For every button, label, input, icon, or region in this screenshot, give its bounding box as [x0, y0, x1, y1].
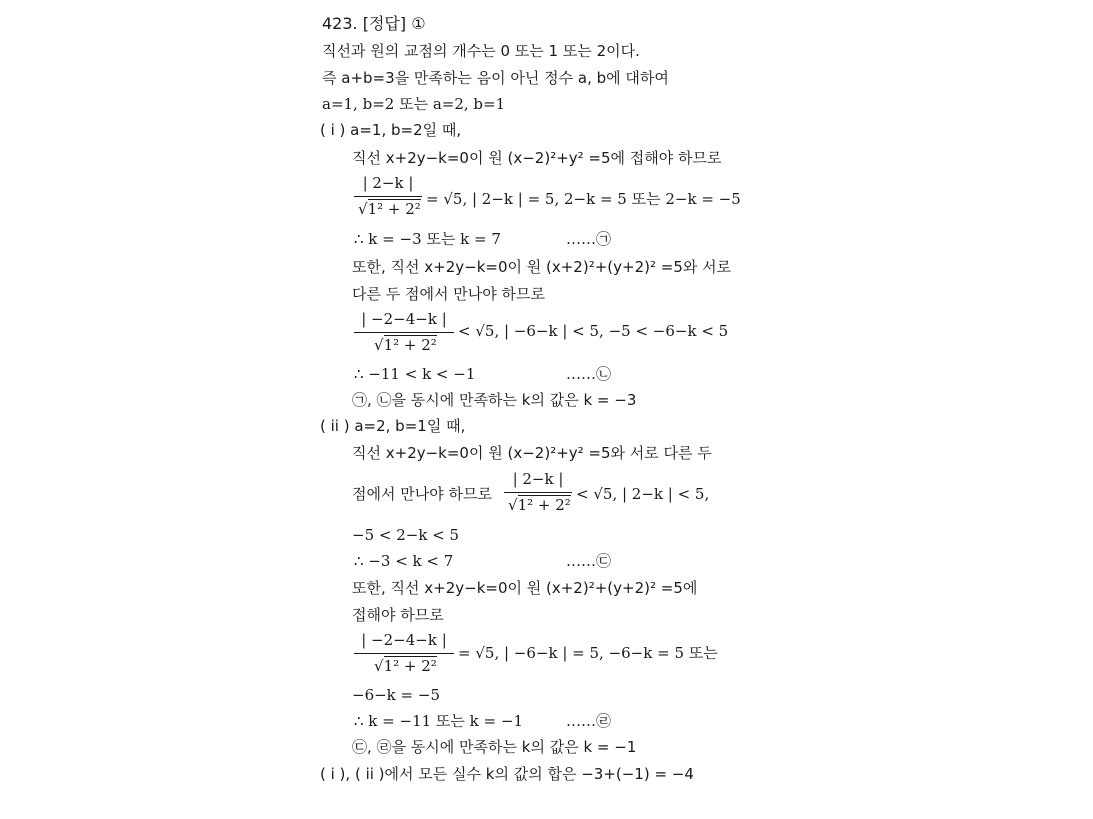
marker-4: ……㉣	[566, 712, 612, 730]
case-2-fraction-distance-2	[352, 631, 456, 681]
case-2-condition-tangent-cont: 접해야 하므로	[352, 606, 444, 624]
conclusion: ( i ), ( ii )에서 모든 실수 k의 값의 합은 −3+(−1) = −4	[320, 765, 694, 783]
case-2-heading: ( ii ) a=2, b=1일 때,	[320, 417, 466, 435]
case-2-condition-intersect-cont: 점에서 만나야 하므로	[352, 485, 492, 503]
case-2-equation-1: < √5, | 2−k | < 5,	[576, 485, 710, 503]
case-2-condition-intersect: 직선 x+2y−k=0이 원 (x−2)²+y² =5와 서로 다른 두	[352, 444, 712, 462]
sqrt-symbol: √	[374, 657, 384, 675]
sqrt-symbol: √	[508, 496, 518, 514]
case-2-fraction-distance-1	[502, 470, 574, 520]
sqrt-radicand: 1² + 2²	[383, 657, 437, 675]
case-1-result-1: ∴ k = −3 또는 k = 7	[354, 230, 501, 248]
fraction-bar	[354, 332, 454, 333]
intro-line-2: 즉 a+b=3을 만족하는 음이 아닌 정수 a, b에 대하여	[322, 69, 669, 87]
case-1-condition-intersect-cont: 다른 두 점에서 만나야 하므로	[352, 285, 545, 303]
sqrt-symbol: √	[358, 200, 368, 218]
case-2-equation-2-cont: −6−k = −5	[352, 686, 440, 704]
case-1-result-2: ∴ −11 < k < −1	[354, 365, 476, 383]
sqrt-radicand: 1² + 2²	[367, 200, 421, 218]
intro-line-3: a=1, b=2 또는 a=2, b=1	[322, 95, 506, 113]
marker-3: ……㉢	[566, 552, 612, 570]
fraction-denominator	[374, 336, 437, 354]
case-1-fraction-distance-1	[352, 174, 424, 224]
case-1-heading: ( i ) a=1, b=2일 때,	[320, 121, 462, 139]
case-1-condition-tangent: 직선 x+2y−k=0이 원 (x−2)²+y² =5에 접해야 하므로	[352, 149, 722, 167]
fraction-bar	[354, 196, 422, 197]
fraction-numerator: | 2−k |	[512, 470, 564, 488]
marker-1: ……㉠	[566, 230, 612, 248]
fraction-denominator	[358, 200, 421, 218]
case-2-equation-2: = √5, | −6−k | = 5, −6−k = 5 또는	[458, 644, 718, 662]
fraction-bar	[354, 653, 454, 654]
fraction-numerator: | −2−4−k |	[361, 310, 447, 328]
problem-header: 423. [정답] ①	[322, 14, 426, 33]
fraction-bar	[504, 492, 572, 493]
case-2-condition-tangent: 또한, 직선 x+2y−k=0이 원 (x+2)²+(y+2)² =5에	[352, 579, 698, 597]
marker-2: ……㉡	[566, 365, 612, 383]
fraction-denominator	[374, 657, 437, 675]
case-2-result-2: ∴ k = −11 또는 k = −1	[354, 712, 523, 730]
fraction-numerator: | 2−k |	[362, 174, 414, 192]
case-1-equation-1: = √5, | 2−k | = 5, 2−k = 5 또는 2−k = −5	[426, 190, 741, 208]
case-2-inequality: −5 < 2−k < 5	[352, 526, 460, 544]
case-1-equation-2: < √5, | −6−k | < 5, −5 < −6−k < 5	[458, 322, 729, 340]
sqrt-radicand: 1² + 2²	[517, 496, 571, 514]
sqrt-symbol: √	[374, 336, 384, 354]
fraction-numerator: | −2−4−k |	[361, 631, 447, 649]
fraction-denominator	[508, 496, 571, 514]
case-2-result-1: ∴ −3 < k < 7	[354, 552, 454, 570]
case-1-fraction-distance-2	[352, 310, 456, 360]
sqrt-radicand: 1² + 2²	[383, 336, 437, 354]
case-2-final: ㉢, ㉣을 동시에 만족하는 k의 값은 k = −1	[352, 738, 637, 756]
case-1-condition-intersect: 또한, 직선 x+2y−k=0이 원 (x+2)²+(y+2)² =5와 서로	[352, 258, 732, 276]
case-1-final: ㉠, ㉡을 동시에 만족하는 k의 값은 k = −3	[352, 391, 637, 409]
intro-line-1: 직선과 원의 교점의 개수는 0 또는 1 또는 2이다.	[322, 42, 640, 60]
